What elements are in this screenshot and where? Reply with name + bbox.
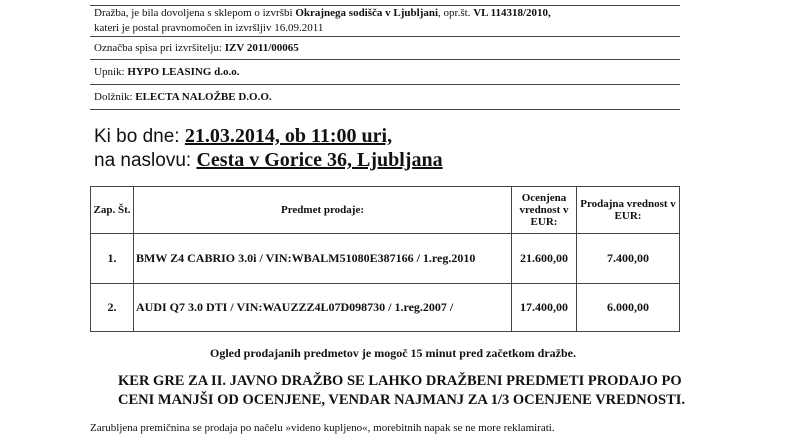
- row-item: BMW Z4 CABRIO 3.0i / VIN:WBALM51080E387166 / 1.reg.2010: [134, 234, 512, 284]
- row-item: AUDI Q7 3.0 DTI / VIN:WAUZZZ4L07D098730 / 1.reg.2007 /: [134, 284, 512, 332]
- divider: [90, 84, 680, 85]
- items-table: [90, 186, 680, 332]
- header-item: Predmet prodaje:: [134, 187, 512, 234]
- divider: [90, 109, 680, 110]
- row-sale: 7.400,00: [577, 234, 680, 284]
- debtor: Dolžnik: ELECTA NALOŽBE D.O.O.: [94, 91, 272, 103]
- divider: [90, 36, 680, 37]
- notice-line-2: CENI MANJŠI OD OCENJENE, VENDAR NAJMANJ ZA 1/3 OCENJENE VREDNOSTI.: [118, 392, 686, 408]
- row-no: 2.: [91, 284, 134, 332]
- auction-date: Ki bo dne: 21.03.2014, ob 11:00 uri,: [94, 125, 393, 147]
- header-no: Zap. Št.: [91, 187, 134, 234]
- auction-address: na naslovu: Cesta v Gorice 36, Ljubljana: [94, 149, 443, 171]
- table-header-row: [91, 187, 680, 234]
- header-estimated: Ocenjena vrednost v EUR:: [512, 187, 577, 234]
- divider: [90, 5, 680, 6]
- table-row: [91, 284, 680, 332]
- file-number: Označba spisa pri izvršitelju: IZV 2011/00065: [94, 42, 299, 54]
- creditor: Upnik: HYPO LEASING d.o.o.: [94, 66, 240, 78]
- row-sale: 6.000,00: [577, 284, 680, 332]
- viewing-note: Ogled prodajanih predmetov je mogoč 15 minut pred začetkom dražbe.: [210, 346, 576, 360]
- row-estimated: 21.600,00: [512, 234, 577, 284]
- table-row: [91, 234, 680, 284]
- row-estimated: 17.400,00: [512, 284, 577, 332]
- finality-text: kateri je postal pravnomočen in izvršljiv 16.09.2011: [94, 22, 324, 34]
- court-decision-text: Dražba, je bila dovoljena s sklepom o izvršbi Okrajnega sodišča v Ljubljani, opr.št. VL 114318/2010,: [94, 7, 551, 19]
- notice-line-1: KER GRE ZA II. JAVNO DRAŽBO SE LAHKO DRAŽBENI PREDMETI PRODAJO PO: [118, 373, 682, 389]
- footer-note: Zarubljena premičnina se prodaja po načelu »videno kupljeno«, morebitnih napak se ne more reklamirati.: [90, 422, 555, 434]
- divider: [90, 59, 680, 60]
- row-no: 1.: [91, 234, 134, 284]
- header-sale: Prodajna vrednost v EUR:: [577, 187, 680, 234]
